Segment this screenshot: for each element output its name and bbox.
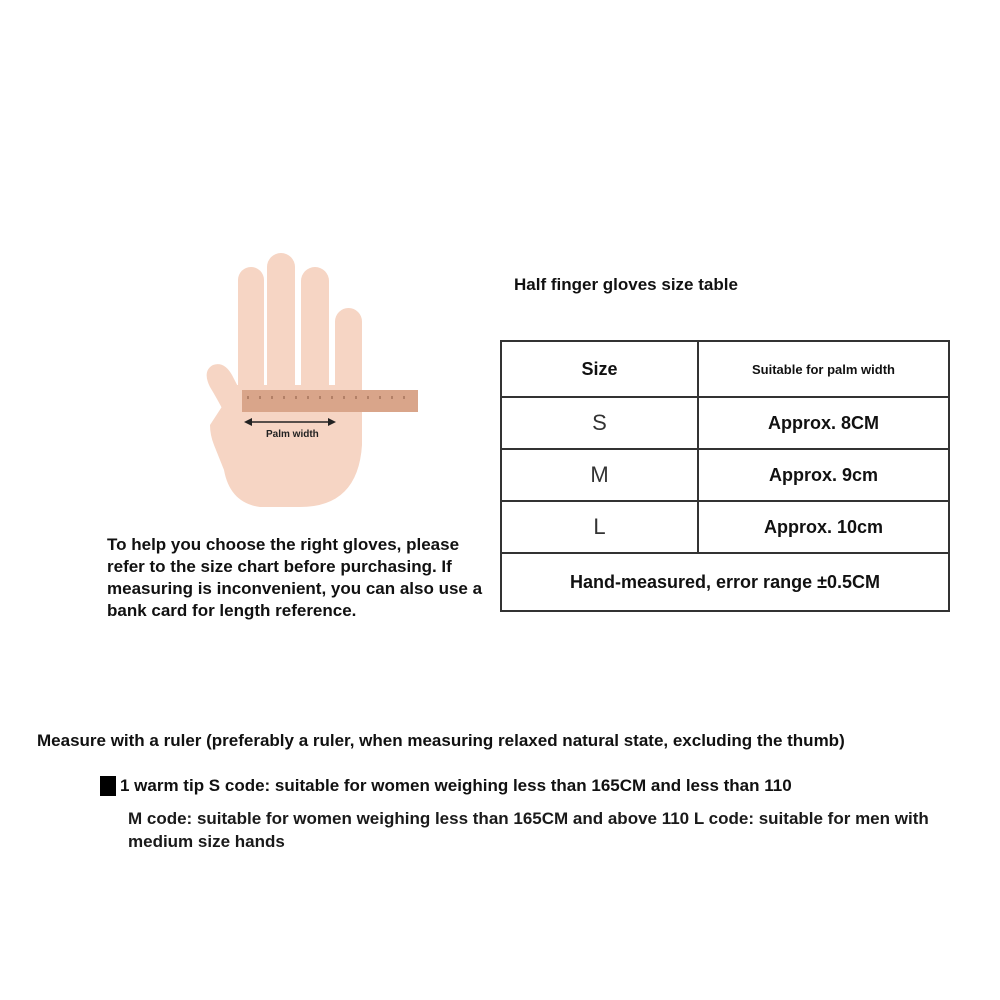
measurement-note: Hand-measured, error range ±0.5CM (501, 553, 949, 611)
palm-width-cell: Approx. 10cm (698, 501, 949, 553)
hand-shape (207, 253, 362, 507)
table-row (501, 501, 949, 553)
table-row (501, 397, 949, 449)
size-table (500, 340, 950, 612)
hand-measure-diagram (180, 245, 440, 520)
hand-illustration (180, 245, 440, 520)
palm-width-cell: Approx. 9cm (698, 449, 949, 501)
palm-width-label: Palm width (266, 429, 319, 440)
help-text: To help you choose the right gloves, please refer to the size chart before purchasing. If measuring is inconvenient, you can also use a bank card for length reference. (107, 535, 483, 620)
ruler-icon (242, 390, 418, 412)
size-cell: M (501, 449, 698, 501)
table-note-row (501, 553, 949, 611)
table-row (501, 449, 949, 501)
header-palm-width: Suitable for palm width (698, 341, 949, 397)
warm-tip (100, 776, 980, 796)
bullet-square-icon (100, 776, 116, 796)
size-cell: S (501, 397, 698, 449)
measure-instruction: Measure with a ruler (preferably a ruler, when measuring relaxed natural state, excluding the thumb) (37, 731, 845, 750)
size-cell: L (501, 501, 698, 553)
warm-tip-line1: 1 warm tip S code: suitable for women weighing less than 165CM and less than 110 (120, 776, 792, 795)
warm-tip-line2: M code: suitable for women weighing less than 165CM and above 110 L code: suitable for men with medium size hands (128, 809, 929, 851)
table-header-row (501, 341, 949, 397)
palm-width-cell: Approx. 8CM (698, 397, 949, 449)
size-table-title: Half finger gloves size table (514, 275, 738, 294)
header-size: Size (501, 341, 698, 397)
